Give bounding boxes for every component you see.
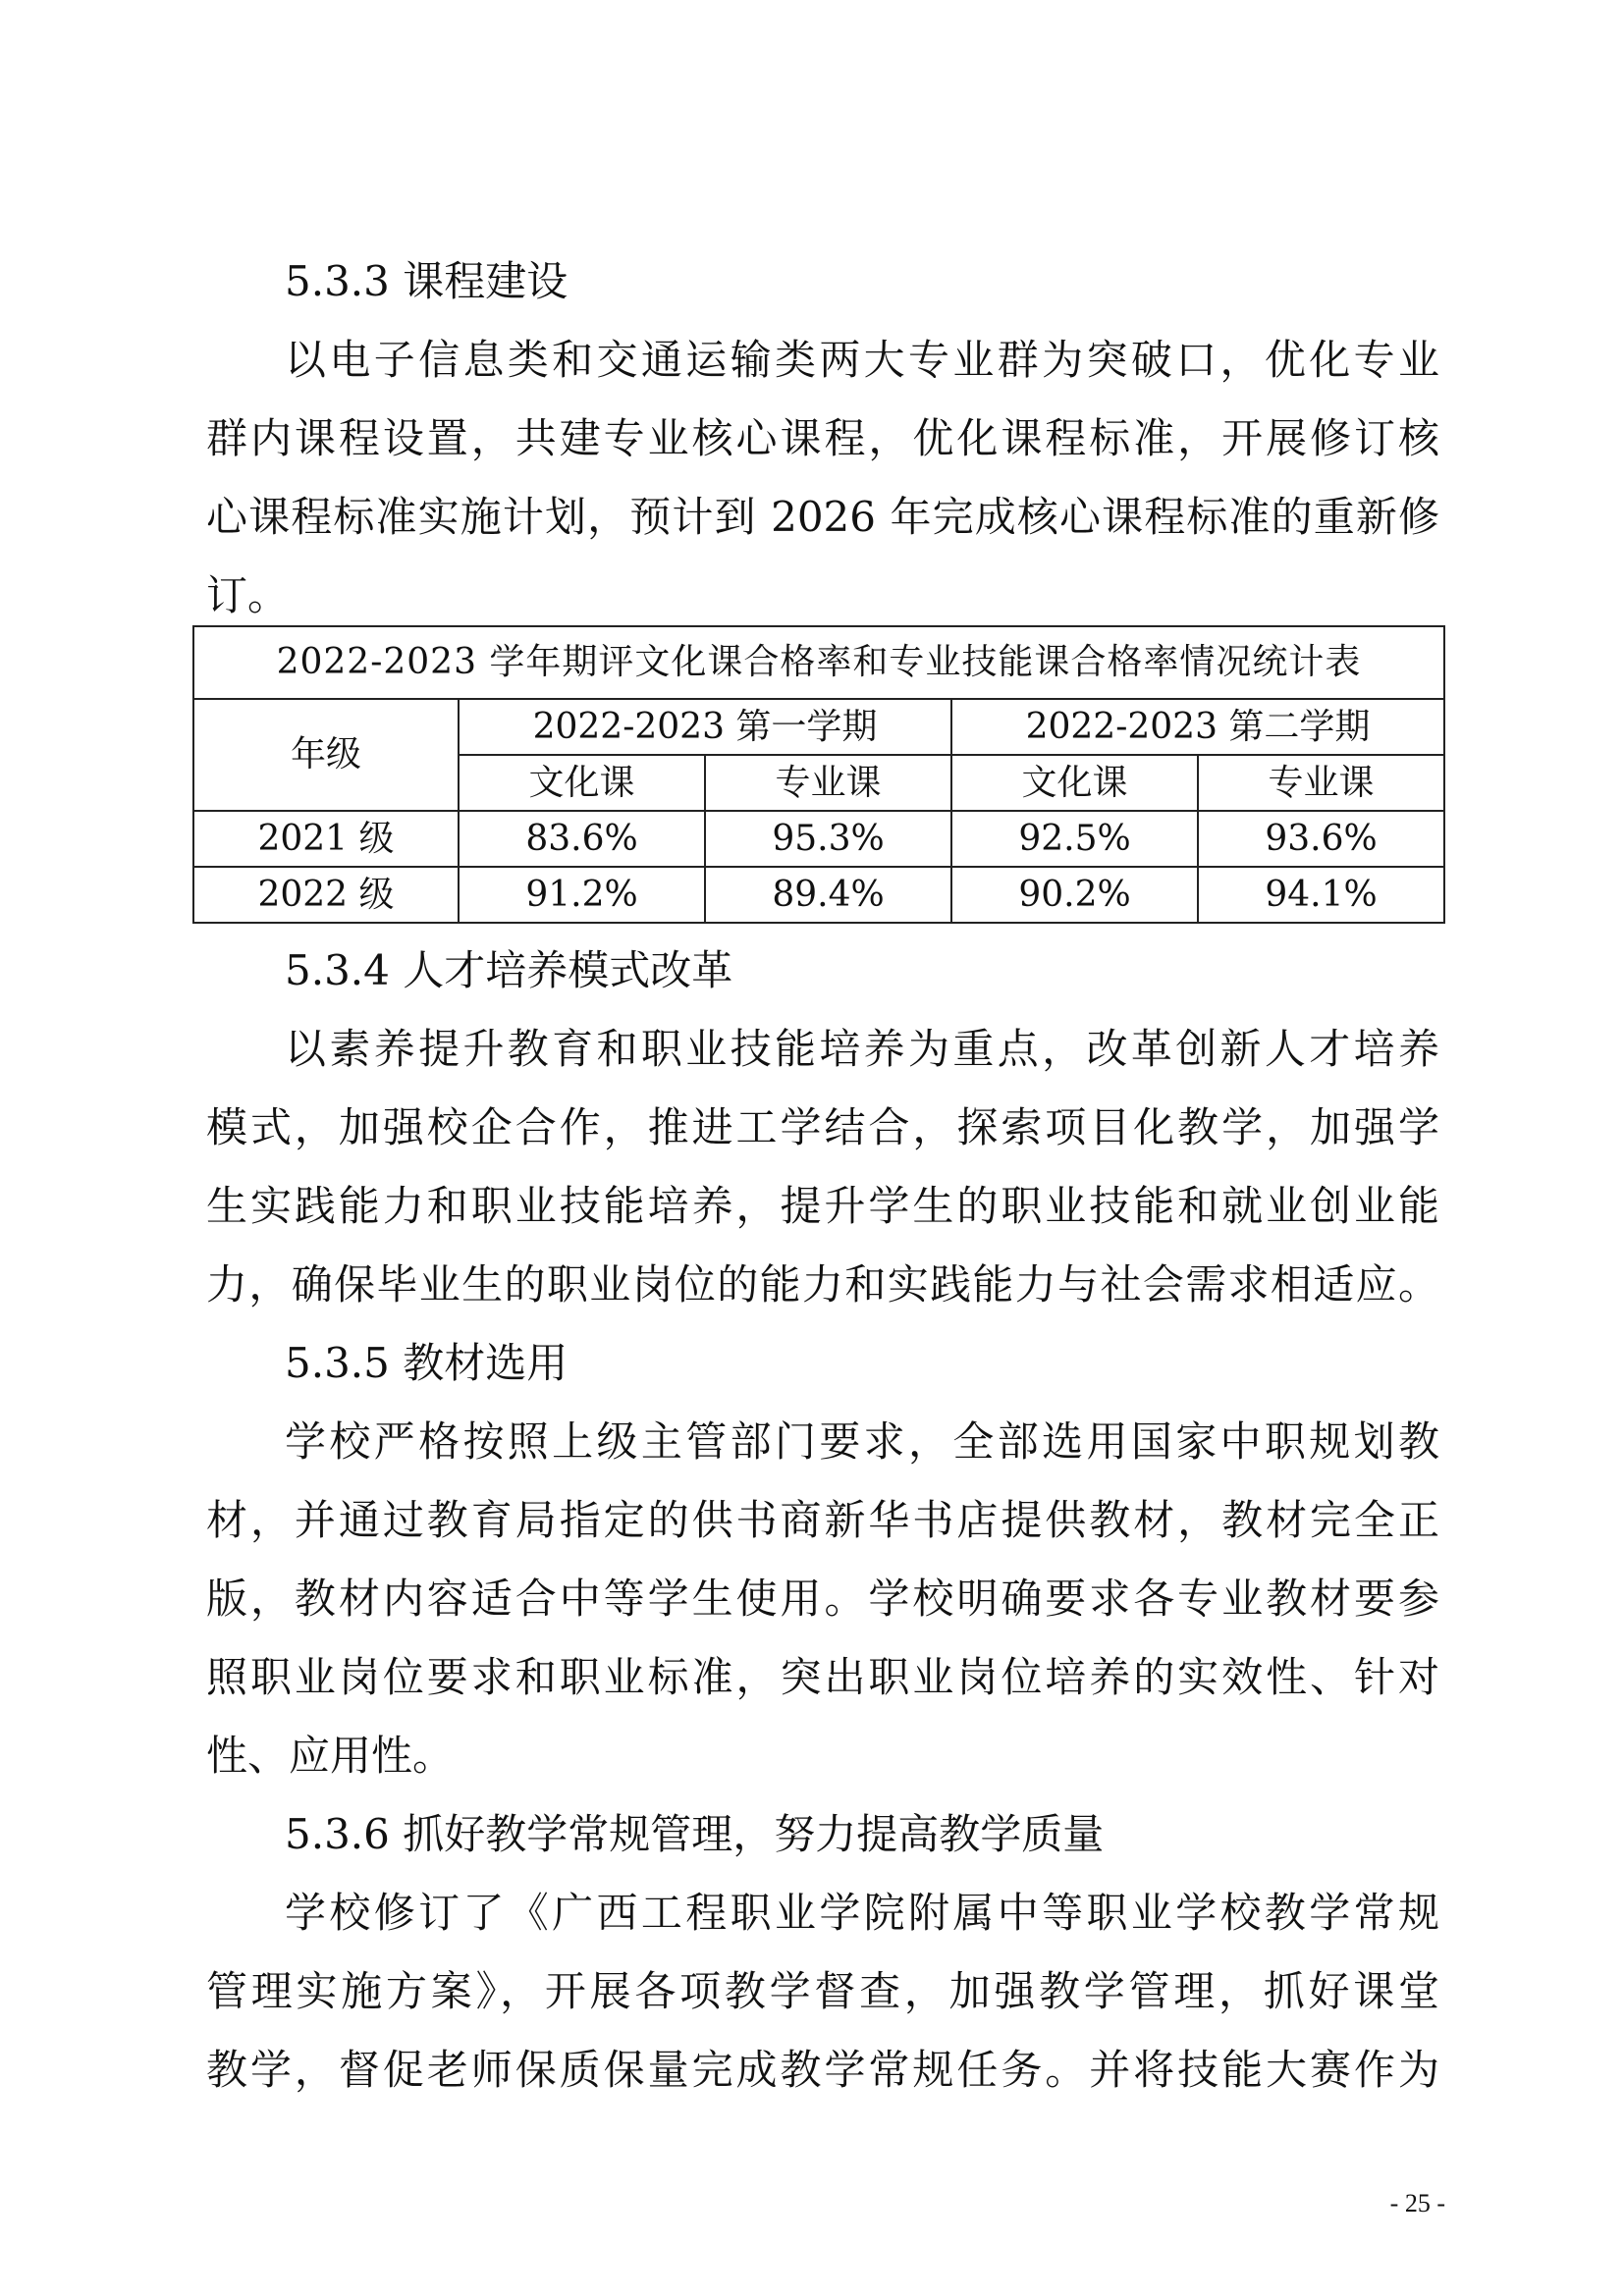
value-cell: 95.3% bbox=[705, 811, 951, 867]
page-number: - 25 - bbox=[1389, 2189, 1445, 2217]
paragraph-line: 订。 bbox=[206, 571, 290, 619]
value-cell: 94.1% bbox=[1198, 867, 1444, 923]
term2-major-header: 专业课 bbox=[1198, 755, 1444, 811]
paragraph-line: 生实践能力和职业技能培养，提升学生的职业技能和就业创业能 bbox=[206, 1182, 1439, 1230]
grade-cell: 2021 级 bbox=[193, 811, 459, 867]
term1-major-header: 专业课 bbox=[705, 755, 951, 811]
table-row bbox=[193, 811, 1444, 867]
pass-rate-table bbox=[192, 625, 1445, 924]
section-heading-5-3-6: 5.3.6 抓好教学常规管理，努力提高教学质量 bbox=[285, 1810, 1105, 1858]
section-heading-5-3-4: 5.3.4 人才培养模式改革 bbox=[285, 946, 733, 994]
paragraph-line: 心课程标准实施计划，预计到 2026 年完成核心课程标准的重新修 bbox=[206, 493, 1439, 541]
paragraph-line: 版，教材内容适合中等学生使用。学校明确要求各专业教材要参 bbox=[206, 1575, 1439, 1623]
grade-cell: 2022 级 bbox=[193, 867, 459, 923]
term1-culture-header: 文化课 bbox=[459, 755, 705, 811]
value-cell: 89.4% bbox=[705, 867, 951, 923]
table-row bbox=[193, 867, 1444, 923]
paragraph-line: 以电子信息类和交通运输类两大专业群为突破口，优化专业 bbox=[285, 336, 1439, 384]
term2-header: 2022-2023 第二学期 bbox=[951, 699, 1444, 755]
paragraph-line: 以素养提升教育和职业技能培养为重点，改革创新人才培养 bbox=[285, 1025, 1439, 1073]
term2-culture-header: 文化课 bbox=[951, 755, 1198, 811]
value-cell: 92.5% bbox=[951, 811, 1198, 867]
paragraph-line: 材，并通过教育局指定的供书商新华书店提供教材，教材完全正 bbox=[206, 1496, 1439, 1544]
paragraph-line: 学校严格按照上级主管部门要求，全部选用国家中职规划教 bbox=[285, 1417, 1439, 1466]
paragraph-line: 力，确保毕业生的职业岗位的能力和实践能力与社会需求相适应。 bbox=[206, 1260, 1439, 1308]
term1-header: 2022-2023 第一学期 bbox=[459, 699, 951, 755]
value-cell: 90.2% bbox=[951, 867, 1198, 923]
paragraph-line: 管理实施方案》，开展各项教学督查，加强教学管理，抓好课堂 bbox=[206, 1967, 1439, 2015]
value-cell: 93.6% bbox=[1198, 811, 1444, 867]
paragraph-line: 教学，督促老师保质保量完成教学常规任务。并将技能大赛作为 bbox=[206, 2046, 1439, 2094]
paragraph-line: 群内课程设置，共建专业核心课程，优化课程标准，开展修订核 bbox=[206, 414, 1439, 462]
paragraph-line: 照职业岗位要求和职业标准，突出职业岗位培养的实效性、针对 bbox=[206, 1653, 1439, 1701]
value-cell: 83.6% bbox=[459, 811, 705, 867]
paragraph-line: 模式，加强校企合作，推进工学结合，探索项目化教学，加强学 bbox=[206, 1103, 1439, 1151]
paragraph-line: 学校修订了《广西工程职业学院附属中等职业学校教学常规 bbox=[285, 1889, 1439, 1937]
paragraph-line: 性、应用性。 bbox=[206, 1732, 455, 1780]
grade-header: 年级 bbox=[193, 699, 459, 811]
table-title: 2022-2023 学年期评文化课合格率和专业技能课合格率情况统计表 bbox=[193, 626, 1444, 699]
value-cell: 91.2% bbox=[459, 867, 705, 923]
section-heading-5-3-5: 5.3.5 教材选用 bbox=[285, 1339, 568, 1387]
section-heading-5-3-3: 5.3.3 课程建设 bbox=[285, 257, 568, 305]
